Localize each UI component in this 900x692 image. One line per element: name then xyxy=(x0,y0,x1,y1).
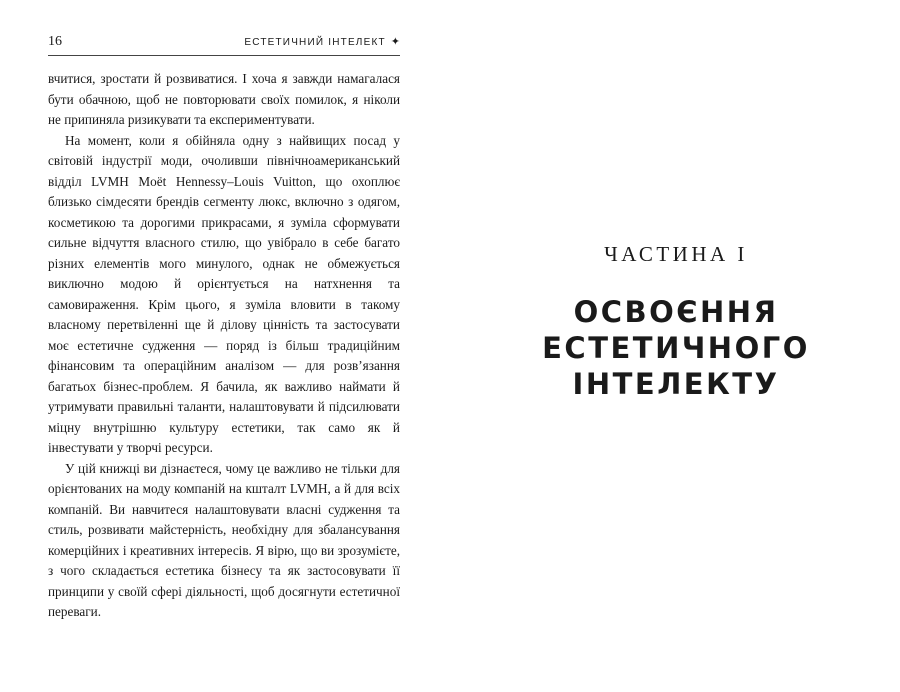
paragraph: вчитися, зростати й розвиватися. І хоча я завжди намагалася бути обачною, щоб не повторювати своїх помилок, я ніколи не припиняла ризикувати та експериментувати. xyxy=(48,71,400,127)
part-title-line: ЕСТЕТИЧНОГО xyxy=(542,331,810,365)
part-title xyxy=(500,294,852,402)
running-head-right xyxy=(244,37,400,48)
running-head xyxy=(48,34,400,56)
right-page xyxy=(500,0,852,692)
part-label: ЧАСТИНА І xyxy=(604,242,748,266)
paragraph: На момент, коли я обійняла одну з найвищих посад у світовій індустрії моди, очоливши північноамериканський відділ LVMH Moët Hennessy–Louis Vuitton, що охоплює близько сімдесяти брендів сегменту люкс, включно з одягом, косметикою та дорогими прикрасами, я зуміла сформувати сильне відчуття власного стилю, що увібрало в себе багато різних елементів мого минулого, однак не обмежується виключно модою й орієнтується на натхнення та самовираження. Крім цього, я зуміла вловити в такому власному перетвіленні ще й ділову цінність та застосувати моє естетичне судження — поряд із більш традиційним фінансовим та операційним аналізом — для розв’язання багатьох бізнес-проблем. Я бачила, як важливо наймати й утримувати правильні таланти, налаштовувати й підсилювати міцну внутрішню культуру естетики, так само як й інвестувати у творчі ресурси. xyxy=(48,132,400,455)
part-title-line: ОСВОЄННЯ xyxy=(573,295,779,329)
four-pointed-star-icon: ✦ xyxy=(390,36,400,48)
page-number: 16 xyxy=(48,34,62,49)
paragraph: У цій книжці ви дізнаєтеся, чому це важливо не тільки для орієнтованих на моду компаній на кшталт LVMH, а й для всіх компаній. Ви навчитеся налаштовувати власні судження та стиль, розвивати майстерність, необхідну для збалансування комерційних і креативних інтересів. Я вірю, що ви зрозумієте, з чого складається естетика бізнесу та як застосовувати її принципи у своїй сфері діяльності, щоб досягнути естетичної переваги. xyxy=(48,460,400,619)
left-page xyxy=(48,34,400,623)
body-text xyxy=(48,69,400,623)
part-title-line: ІНТЕЛЕКТУ xyxy=(572,367,780,401)
running-head-title: ЕСТЕТИЧНИЙ ІНТЕЛЕКТ xyxy=(244,37,386,48)
